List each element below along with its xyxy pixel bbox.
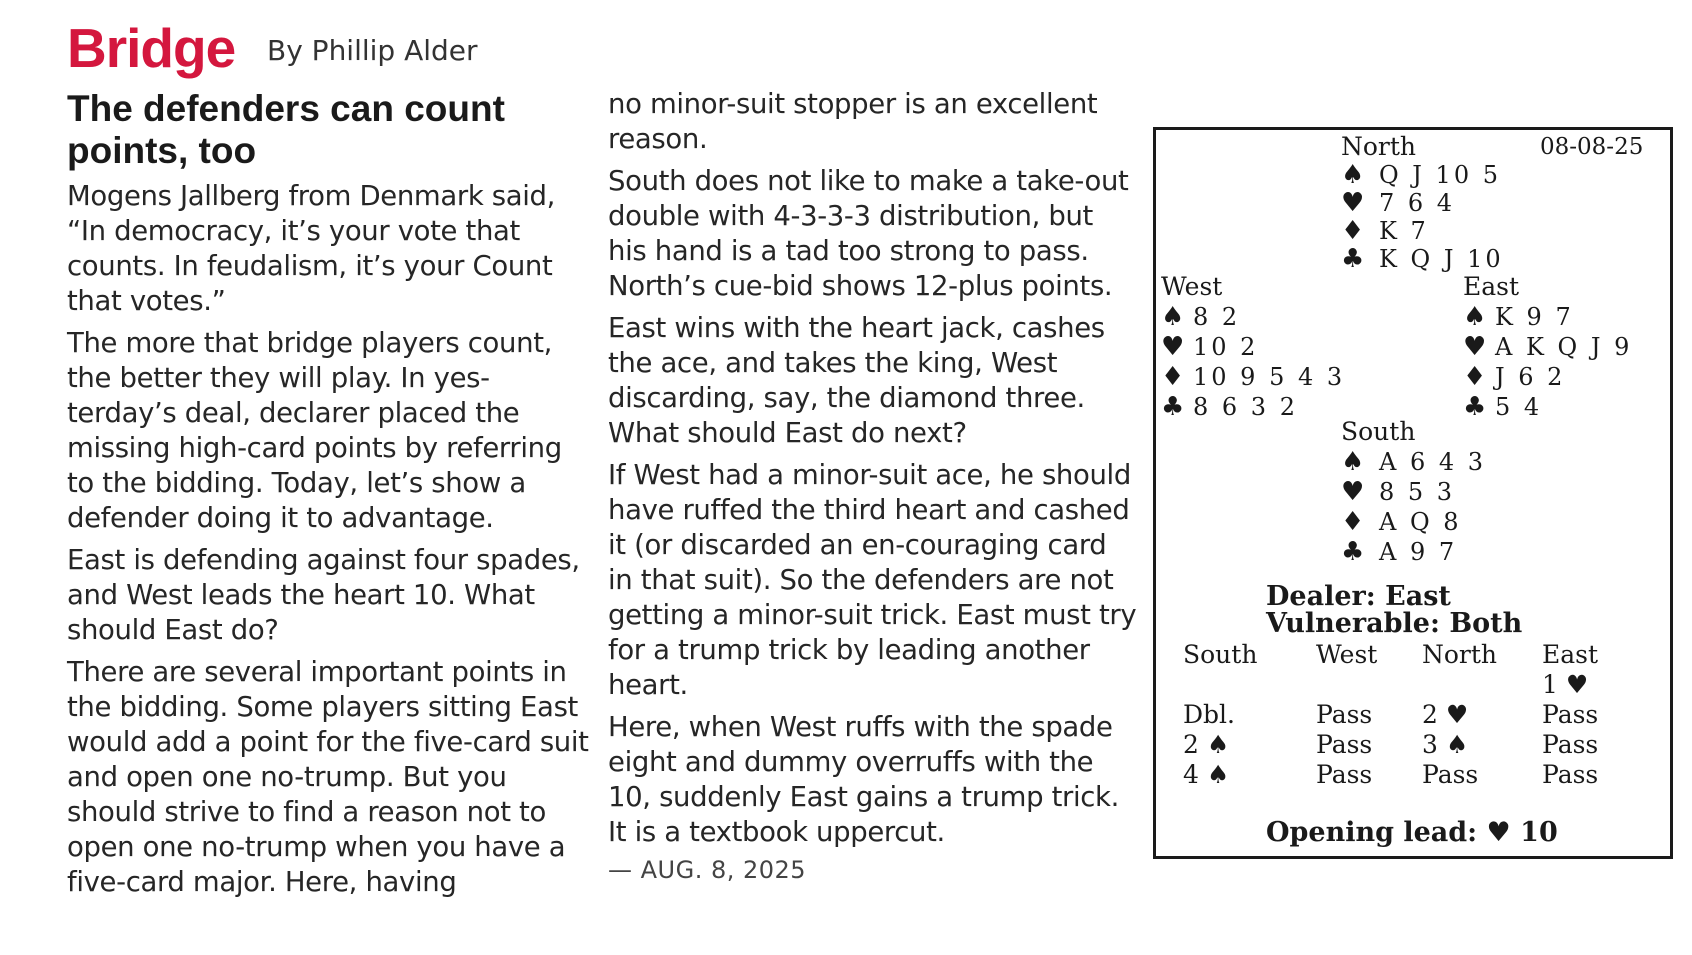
east-diamonds: ♦ J 6 2 [1463,362,1566,392]
east-label: East [1463,272,1520,301]
diamond-icon: ♦ [1341,507,1368,537]
auction-header-north: North [1422,640,1498,669]
south-spades: ♠ A 6 4 3 [1341,447,1487,477]
paragraph: There are several important points in the bidding. Some players sitting East would add a point for the five-card suit and open one no-trump. But you should strive to find a reason not to open one no-trump when you have a five-card major. Here, having [67,656,589,898]
west-hearts: ♥ 10 2 [1161,332,1259,362]
article-column-2 [608,87,1138,885]
diamond-icon: ♦ [1463,362,1490,392]
vulnerability-line: Vulnerable: Both [1266,608,1523,639]
auction-bid: 1 ♥ [1542,670,1589,699]
club-icon: ♣ [1341,537,1368,567]
north-label: North [1341,132,1417,161]
paragraph: If West had a minor-suit ace, he should have ruffed the third heart and cashed it (or discarded an en-couraging card in that suit). So the defenders are not getting a minor-suit trick. East must try for a trump trick by leading another heart. [608,459,1137,701]
heart-icon: ♥ [1341,188,1368,218]
south-hearts: ♥ 8 5 3 [1341,477,1456,507]
paragraph: East wins with the heart jack, cashes the ace, and takes the king, West discarding, say, the diamond three. What should East do next? [608,312,1105,449]
paragraph: no minor-suit stopper is an excellent reason. [608,88,1098,155]
auction-bid: Pass [1316,700,1373,729]
auction-bid: Pass [1316,730,1373,759]
auction-bid: Pass [1542,730,1599,759]
paragraph: Mogens Jallberg from Denmark said, “In democracy, it’s your vote that counts. In feudalism, it’s your Count that votes.” [67,180,556,317]
spade-icon: ♠ [1341,160,1368,190]
diamond-icon: ♦ [1161,362,1188,392]
auction-header-west: West [1316,640,1378,669]
west-label: West [1161,272,1223,301]
west-spades: ♠ 8 2 [1161,302,1241,332]
heart-icon: ♥ [1161,332,1188,362]
auction-header-east: East [1542,640,1599,669]
paragraph: Here, when West ruffs with the spade eight and dummy overruffs with the 10, suddenly East gains a trump trick. It is a textbook uppercut. [608,711,1119,848]
east-clubs: ♣ 5 4 [1463,392,1543,422]
east-spades: ♠ K 9 7 [1463,302,1574,332]
east-hearts: ♥ A K Q J 9 [1463,332,1633,362]
dateline: — AUG. 8, 2025 [608,856,807,884]
auction-bid: Pass [1422,760,1479,789]
dealer-line: Dealer: East [1266,581,1451,612]
north-spades: ♠ Q J 10 5 [1341,160,1501,190]
north-hearts: ♥ 7 6 4 [1341,188,1456,218]
byline: By Phillip Alder [267,34,478,67]
opening-lead: Opening lead: ♥ 10 [1266,817,1558,848]
club-icon: ♣ [1341,244,1368,274]
spade-icon: ♠ [1341,447,1368,477]
spade-icon: ♠ [1463,302,1490,332]
paragraph: South does not like to make a take-out double with 4-3-3-3 distribution, but his hand is a tad too strong to pass. North’s cue-bid shows 12-plus points. [608,165,1129,302]
column-title: Bridge [67,17,236,79]
auction-bid: 2 ♠ [1183,730,1230,759]
article-column-1 [67,179,597,907]
club-icon: ♣ [1463,392,1490,422]
club-icon: ♣ [1161,392,1188,422]
auction-bid: Pass [1542,760,1599,789]
diamond-icon: ♦ [1341,216,1368,246]
spade-icon: ♠ [1161,302,1188,332]
north-diamonds: ♦ K 7 [1341,216,1429,246]
paragraph: East is defending against four spades, and West leads the heart 10. What should East do? [67,544,580,646]
headline: The defenders can count points, too [67,88,505,171]
south-clubs: ♣ A 9 7 [1341,537,1458,567]
auction-bid: Pass [1542,700,1599,729]
auction-bid: 2 ♥ [1422,700,1469,729]
south-label: South [1341,417,1416,446]
west-diamonds: ♦ 10 9 5 4 3 [1161,362,1346,392]
auction-bid: 4 ♠ [1183,760,1230,789]
north-clubs: ♣ K Q J 10 [1341,244,1504,274]
auction-bid: Dbl. [1183,700,1235,729]
deal-diagram [1153,127,1673,859]
auction-header-south: South [1183,640,1258,669]
south-diamonds: ♦ A Q 8 [1341,507,1462,537]
heart-icon: ♥ [1463,332,1490,362]
deal-date: 08-08-25 [1540,134,1644,160]
west-clubs: ♣ 8 6 3 2 [1161,392,1298,422]
auction-bid: 3 ♠ [1422,730,1469,759]
auction-bid: Pass [1316,760,1373,789]
heart-icon: ♥ [1341,477,1368,507]
paragraph: The more that bridge players count, the better they will play. In yes-terday’s deal, declarer placed the missing high-card points by referring to the bidding. Today, let’s show a defender doing it to advantage. [67,327,562,534]
